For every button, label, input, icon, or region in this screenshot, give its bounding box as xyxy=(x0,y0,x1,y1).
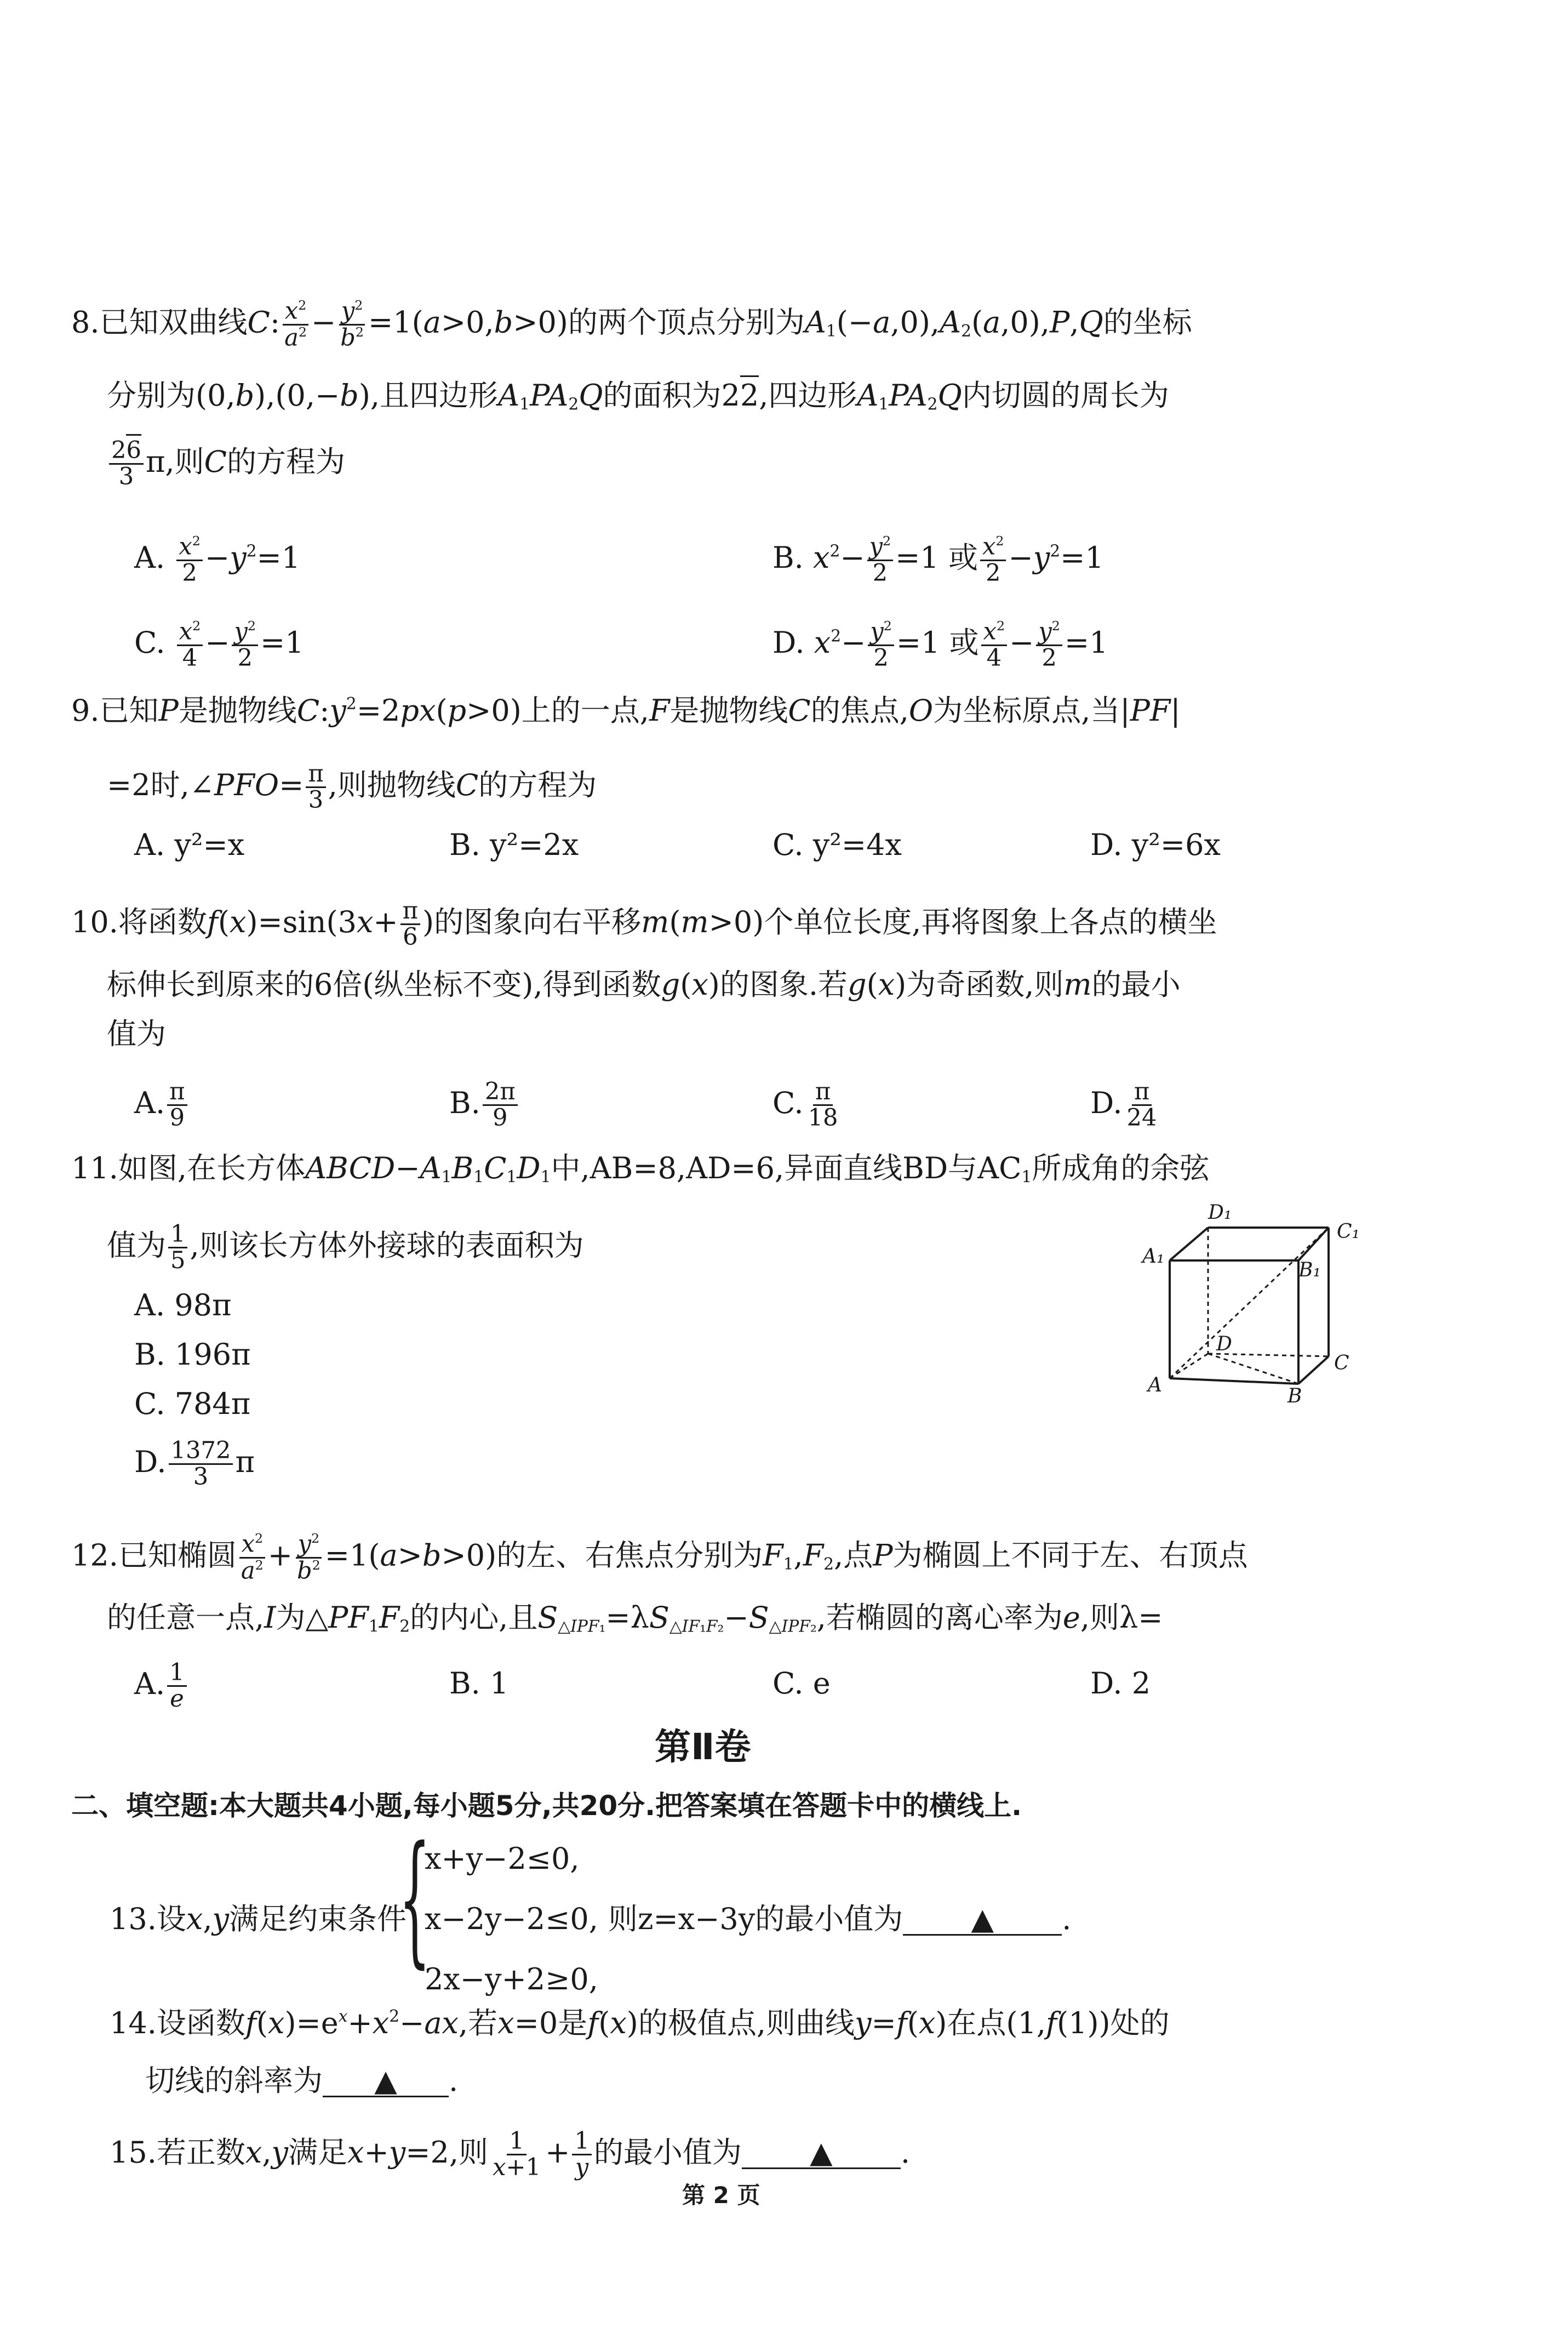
q11-option-c[interactable] xyxy=(134,1389,250,1419)
q11-option-a[interactable] xyxy=(134,1288,232,1322)
fraction: $\frac{x^2}{4}$ xyxy=(981,619,1007,671)
q13-line-main: 13.设x,y满足约束条件 xyxy=(110,1902,407,1936)
q12-text: 的任意一点, xyxy=(107,1600,265,1635)
q10-text: 值为 xyxy=(107,1017,166,1051)
fraction: $\frac{y^2}{2}$ xyxy=(868,619,894,671)
question-number: 13. xyxy=(110,1902,157,1936)
option-text: A. 98π xyxy=(134,1288,232,1322)
fraction: $\frac{26}{3}$ xyxy=(109,438,144,490)
q10-text: 个单位长度,再将图象上各点的横坐 xyxy=(764,904,1217,939)
option-text: A. y²=x xyxy=(134,828,245,862)
question-number: 11. xyxy=(71,1151,118,1185)
q12-text: 已知椭圆 xyxy=(118,1538,237,1573)
question-number: 12. xyxy=(71,1538,118,1573)
q11-text: 所成角的余弦 xyxy=(1032,1151,1210,1185)
q10-option-b[interactable] xyxy=(449,1080,520,1131)
option-label: B. xyxy=(449,1085,480,1120)
fraction: $\frac{\pi}{18}$ xyxy=(808,1078,838,1132)
q12-option-d[interactable] xyxy=(1090,1666,1151,1701)
q8-text: 或 xyxy=(948,540,978,575)
q12-text: 为椭圆上不同于左、右顶点 xyxy=(892,1538,1248,1573)
fraction: $\frac{1}{x+1}$ xyxy=(493,2127,541,2182)
q10-text: 的图象向右平移 xyxy=(434,904,642,939)
option-label: A. xyxy=(134,1085,165,1120)
q12-line-1: 12.已知椭圆 $\frac{x^2}{a^2}$ + $\frac{y^2}{b^2}$ =1(a>b>0)的左、右焦点分别为$F_1,F_2$,点P为椭圆上不同于左、右顶点 xyxy=(71,1530,1248,1585)
q11-option-b[interactable] xyxy=(134,1337,251,1372)
q9-text: 是抛物线 xyxy=(178,693,297,728)
fraction: $\frac{y^2}{2}$ xyxy=(1036,619,1062,671)
q8-text: 已知双曲线 xyxy=(99,305,248,340)
q8-text: ),且四边形 xyxy=(358,378,499,413)
label-c: C xyxy=(1334,1352,1349,1374)
q13-constraint-1: x+y−2≤0, xyxy=(425,1841,580,1876)
q8-text: 的面积为 xyxy=(603,378,722,413)
q8-text: 分别为(0, xyxy=(107,378,236,413)
q12-text: 为△ xyxy=(276,1600,329,1635)
label-c1: C₁ xyxy=(1337,1220,1360,1243)
q8-line-3: $\frac{26}{3}$ π,则C的方程为 xyxy=(107,438,345,490)
q8-text: 或 xyxy=(949,625,979,660)
q10-line-1: 10.将函数f(x)=sin(3x+ $\frac{\pi}{6}$ )的图象向右平移m(m>0)个单位长度,再将图象上各点的横坐 xyxy=(71,897,1217,951)
q8-text: 的方程为 xyxy=(226,444,345,479)
q14-text: 若 xyxy=(468,2006,498,2040)
option-text: C. y²=4x xyxy=(772,828,902,862)
q8-text: 的坐标 xyxy=(1103,305,1192,340)
q14-text: 设函数 xyxy=(156,2006,245,2040)
q12-text: ,若椭圆的离心率为 xyxy=(816,1600,1063,1635)
q15-text: ,则 xyxy=(449,2135,489,2170)
q8-text: ,四边形 xyxy=(759,378,857,413)
q12-option-a[interactable] xyxy=(134,1661,189,1712)
q10-option-a[interactable] xyxy=(134,1080,190,1131)
q15-text: 满足 xyxy=(288,2135,348,2170)
q13-constraint-2: x−2y−2≤0, xyxy=(425,1902,598,1936)
q8-option-d[interactable]: D. $x^2-$ $\frac{y^2}{2}$ =1 或 $\frac{x^2}{4}$ − $\frac{y^2}{2}$ =1 xyxy=(772,618,1108,672)
option-label: B. xyxy=(772,540,804,575)
q14-line-1: 14.设函数$f(x)=e^x+x^2-ax$,若x=0是f(x)的极值点,则曲线y=f(x)在点(1,f(1))处的 xyxy=(110,2006,1170,2040)
q11-line-1: 11.如图,在长方体$ABCD-A_1B_1C_1D_1$中,AB=8,AD=6,异面直线BD与$AC_1$所成角的余弦 xyxy=(71,1151,1210,1187)
q9-option-c[interactable] xyxy=(772,830,902,860)
q8-text: 的两个顶点分别为 xyxy=(568,305,805,340)
label-a: A xyxy=(1148,1374,1162,1396)
q9-text: 的方程为 xyxy=(478,767,597,802)
q14-text: ))处的 xyxy=(1087,2006,1170,2040)
option-text: D. 2 xyxy=(1090,1666,1151,1701)
option-label: D. xyxy=(772,625,805,660)
fraction: $\frac{y^2}{b^2}$ xyxy=(295,1532,323,1584)
fraction: $\frac{1372}{3}$ xyxy=(169,1439,233,1490)
q15-text: 若正数 xyxy=(156,2135,245,2170)
fraction: $\frac{\pi}{9}$ xyxy=(167,1080,187,1131)
q9-text: 的焦点, xyxy=(810,693,909,728)
q8-line-1: 8.已知双曲线C: $\frac{x^2}{a^2}$ − $\frac{y^2}{b^2}$ =1(a>0,b>0)的两个顶点分别为$A_1(-a,0),A_2(a,0),P,Q$的坐标 xyxy=(71,297,1192,352)
q9-text: =2时,∠ xyxy=(107,767,215,802)
q10-option-c[interactable] xyxy=(772,1080,843,1131)
q12-line-2: 的任意一点,I为$\triangle PF_1F_2$的内心,且$S_{\triangle IPF_1}=\lambda S_{\triangle IF_1F_2}-S_{\triangle IPF_2}$,若椭圆的离心率为e,则λ= xyxy=(107,1600,1163,1636)
q11-text: 值为 xyxy=(107,1228,166,1263)
question-number: 8. xyxy=(71,305,100,340)
q9-text: 是抛物线 xyxy=(669,693,788,728)
q14-text: 是 xyxy=(558,2006,588,2040)
answer-blank[interactable] xyxy=(903,1904,1062,1936)
q9-text: 已知 xyxy=(99,693,159,728)
q8-text: ),(0,− xyxy=(254,378,340,413)
q9-text: ,则抛物线 xyxy=(328,767,456,802)
answer-marker-icon: ▲ xyxy=(810,2135,833,2170)
q9-option-b[interactable] xyxy=(449,830,579,860)
constraint-brace: { xyxy=(399,1816,431,1982)
q13-text: 设 xyxy=(156,1902,186,1936)
q9-text: 为坐标原点,当| xyxy=(933,693,1130,728)
q14-text: 在点(1, xyxy=(947,2006,1046,2040)
q10-text: 的最小 xyxy=(1091,967,1181,1002)
fraction: $\frac{2\pi}{9}$ xyxy=(483,1080,518,1131)
option-text: B. 196π xyxy=(134,1337,251,1372)
option-text: C. 784π xyxy=(134,1387,251,1421)
q9-option-a[interactable] xyxy=(134,830,244,860)
option-text: C. e xyxy=(772,1666,831,1701)
option-label: A. xyxy=(134,1666,165,1701)
q14-line-2: 切线的斜率为 ▲ . xyxy=(145,2063,459,2098)
q11-text: 中,AB=8,AD=6,异面直线BD与AC xyxy=(551,1151,1022,1185)
q12-text: 的左、右焦点分别为 xyxy=(496,1538,763,1573)
q10-text: 的图象.若 xyxy=(719,967,848,1002)
option-label: A. xyxy=(134,540,165,575)
q11-text: ,则该长方体外接球的表面积为 xyxy=(190,1228,584,1263)
q15-line-1: 15.若正数x,y满足x+y=2,则 $\frac{1}{x+1}$ + $\frac{1}{y}$ 的最小值为 ▲ . xyxy=(110,2127,910,2182)
label-a1: A₁ xyxy=(1142,1245,1165,1268)
q13-constraint-3: 2x−y+2≥0, xyxy=(425,1962,598,1996)
q12-text: ,点 xyxy=(834,1538,873,1573)
q13-text: 则z=x−3y的最小值为 xyxy=(608,1902,903,1936)
fraction: $\frac{\pi}{24}$ xyxy=(1126,1078,1157,1132)
q12-text: 的内心,且 xyxy=(410,1600,538,1635)
q15-text: 的最小值为 xyxy=(593,2135,742,2170)
q14-text: 的极值点,则曲线 xyxy=(638,2006,855,2040)
q8-text: ,则 xyxy=(165,444,204,479)
q13-text: 满足约束条件 xyxy=(229,1902,407,1936)
section-header: 二、填空题:本大题共4小题,每小题5分,共20分.把答案填在答题卡中的横线上. xyxy=(71,1790,1022,1822)
option-label: D. xyxy=(134,1444,167,1479)
label-b: B xyxy=(1287,1385,1302,1407)
fraction: $\frac{y^2}{2}$ xyxy=(867,534,894,586)
q10-option-d[interactable] xyxy=(1090,1080,1161,1131)
q9-text: 上的一点, xyxy=(521,693,649,728)
q8-text: 内切圆的周长为 xyxy=(962,378,1169,413)
option-label: C. xyxy=(134,625,165,660)
q12-text: ,则λ= xyxy=(1080,1600,1163,1635)
label-d1: D₁ xyxy=(1208,1201,1232,1224)
fraction: $\frac{x^2}{a^2}$ xyxy=(239,1532,266,1584)
q8-option-b[interactable]: B. $x^2-$ $\frac{y^2}{2}$ =1 或 $\frac{x^2}{2}$ $-y^2=1$ xyxy=(772,533,1104,587)
q8-line-2: 分别为(0,b),(0,−b),且四边形$A_1PA_2Q$的面积为22,四边形$A_1PA_2Q$内切圆的周长为 xyxy=(107,381,1169,413)
q14-text: 切线的斜率为 xyxy=(145,2063,323,2098)
q10-text: 标伸长到原来的6倍(纵坐标不变),得到函数 xyxy=(107,967,661,1002)
q12-option-b[interactable] xyxy=(449,1666,509,1701)
q9-line-1: 9.已知P是抛物线$C:y^2=2px(p>0)$上的一点,F是抛物线C的焦点,O为坐标原点,当|PF| xyxy=(71,693,1181,728)
question-number: 15. xyxy=(110,2135,157,2170)
fraction: $\frac{x^2}{2}$ xyxy=(980,534,1006,586)
q10-line-2: 标伸长到原来的6倍(纵坐标不变),得到函数g(x)的图象.若g(x)为奇函数,则m的最小 xyxy=(107,967,1181,1002)
question-number: 14. xyxy=(110,2006,157,2040)
fraction: $\frac{1}{e}$ xyxy=(167,1661,186,1712)
q13-tail: 则z=x−3y的最小值为 ▲ . xyxy=(608,1902,1072,1936)
page-number: 第 2 页 xyxy=(682,2182,760,2209)
q10-text: 为奇函数,则 xyxy=(906,967,1064,1002)
label-d: D xyxy=(1216,1333,1232,1355)
option-text: D. y²=6x xyxy=(1090,828,1221,862)
q11-text: 如图,在长方体 xyxy=(118,1151,306,1185)
answer-blank[interactable] xyxy=(323,2063,449,2098)
fraction: $\frac{y^2}{2}$ xyxy=(232,619,258,671)
label-b1: B₁ xyxy=(1298,1259,1321,1281)
fraction: $\frac{1}{y}$ xyxy=(572,2129,591,2181)
option-text: B. 1 xyxy=(449,1666,509,1701)
fraction: $\frac{\pi}{3}$ xyxy=(306,762,325,813)
fraction: $\frac{x^2}{4}$ xyxy=(177,619,203,671)
answer-marker-icon: ▲ xyxy=(374,2063,397,2098)
q8-option-c[interactable]: C. $\frac{x^2}{4}$ − $\frac{y^2}{2}$ =1 xyxy=(134,618,304,672)
q12-option-c[interactable] xyxy=(772,1666,831,1701)
q11-line-2 xyxy=(107,1222,584,1274)
question-number: 9. xyxy=(71,693,100,728)
q10-line-3 xyxy=(107,1019,166,1049)
option-text: B. y²=2x xyxy=(449,828,579,862)
option-label: D. xyxy=(1090,1085,1123,1120)
q9-line-2: =2时,∠PFO= $\frac{\pi}{3}$ ,则抛物线C的方程为 xyxy=(107,760,597,814)
option-label: C. xyxy=(772,1085,804,1120)
question-number: 10. xyxy=(71,904,118,939)
q9-option-d[interactable] xyxy=(1090,830,1221,860)
fraction: $\frac{x^2}{a^2}$ xyxy=(282,299,309,351)
answer-blank[interactable] xyxy=(742,2135,901,2170)
q11-option-d[interactable]: D. $\frac{1372}{3}$ π xyxy=(134,1437,255,1491)
fraction: $\frac{\pi}{6}$ xyxy=(400,899,420,950)
q10-text: 将函数 xyxy=(118,904,207,939)
fraction: $\frac{1}{5}$ xyxy=(168,1222,187,1274)
section-title: 第Ⅱ卷 xyxy=(655,1726,751,1768)
answer-marker-icon: ▲ xyxy=(971,1902,994,1936)
fraction: $\frac{y^2}{b^2}$ xyxy=(338,299,366,351)
q8-option-a[interactable]: A. $\frac{x^2}{2}$ $-y^2=1$ xyxy=(134,533,301,587)
fraction: $\frac{x^2}{2}$ xyxy=(176,534,202,586)
